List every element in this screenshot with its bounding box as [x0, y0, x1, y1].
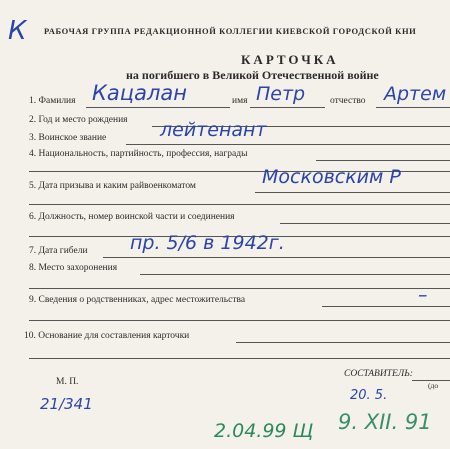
- burial-label: 8. Место захоронения: [29, 263, 118, 273]
- first-name-value: Петр: [256, 83, 306, 105]
- conscription-line-2: [29, 204, 450, 205]
- organization-line: РАБОЧАЯ ГРУППА РЕДАКЦИОННОЙ КОЛЛЕГИИ КИЕВСКОЙ ГОРОДСКОЙ КНИ: [44, 26, 417, 36]
- patronymic-line: [376, 107, 450, 108]
- blue-stamp-date: 9. XII. 91: [338, 410, 432, 434]
- patronymic-label: отчество: [330, 96, 366, 106]
- death-date-value: пр. 5/6 в 1942г.: [130, 232, 285, 254]
- relatives-line-2: [29, 320, 450, 321]
- nationality-label: 4. Национальность, партийность, профессия, награды: [29, 149, 248, 159]
- conscription-value: Московским Р: [262, 166, 401, 188]
- conscription-line: [255, 192, 450, 193]
- relatives-value: –: [418, 284, 428, 306]
- date-value: 20. 5.: [350, 388, 388, 403]
- rank-value: лейтенант: [160, 119, 267, 141]
- conscription-label: 5. Дата призыва и каким райвоенкоматом: [29, 181, 196, 191]
- patronymic-value: Артем: [384, 83, 447, 105]
- basis-line: [236, 342, 450, 343]
- first-name-line: [250, 107, 325, 108]
- unit-line: [280, 223, 450, 224]
- nationality-line: [316, 160, 450, 161]
- death-date-label: 7. Дата гибели: [29, 246, 88, 256]
- relatives-label: 9. Сведения о родственниках, адрес местожительства: [29, 295, 246, 305]
- card-title: КАРТОЧКА: [241, 52, 339, 67]
- first-name-label: имя: [232, 96, 248, 106]
- surname-line: [86, 107, 230, 108]
- surname-value: Кацалан: [92, 81, 187, 105]
- compiler-label: СОСТАВИТЕЛЬ:: [344, 369, 413, 379]
- basis-line-2: [29, 358, 450, 359]
- unit-label: 6. Должность, номер воинской части и соединения: [29, 212, 235, 222]
- burial-line-2: [29, 288, 450, 289]
- surname-label: 1. Фамилия: [29, 96, 76, 106]
- reference-number: 21/341: [40, 395, 93, 413]
- basis-label: 10. Основание для составления карточки: [24, 331, 190, 341]
- rank-line: [126, 144, 450, 145]
- burial-line: [140, 274, 450, 275]
- death-date-line: [103, 257, 450, 258]
- corner-letter: К: [8, 16, 27, 46]
- card-subtitle: на погибшего в Великой Отечественной войне: [126, 68, 379, 82]
- relatives-line: [322, 306, 450, 307]
- birth-label: 2. Год и место рождения: [29, 115, 128, 125]
- compiler-sub: (до: [428, 381, 439, 390]
- stamp-place-label: М. П.: [56, 377, 79, 387]
- rank-label: 3. Воинское звание: [29, 133, 107, 143]
- green-stamp-date: 2.04.99 Щ: [214, 420, 314, 442]
